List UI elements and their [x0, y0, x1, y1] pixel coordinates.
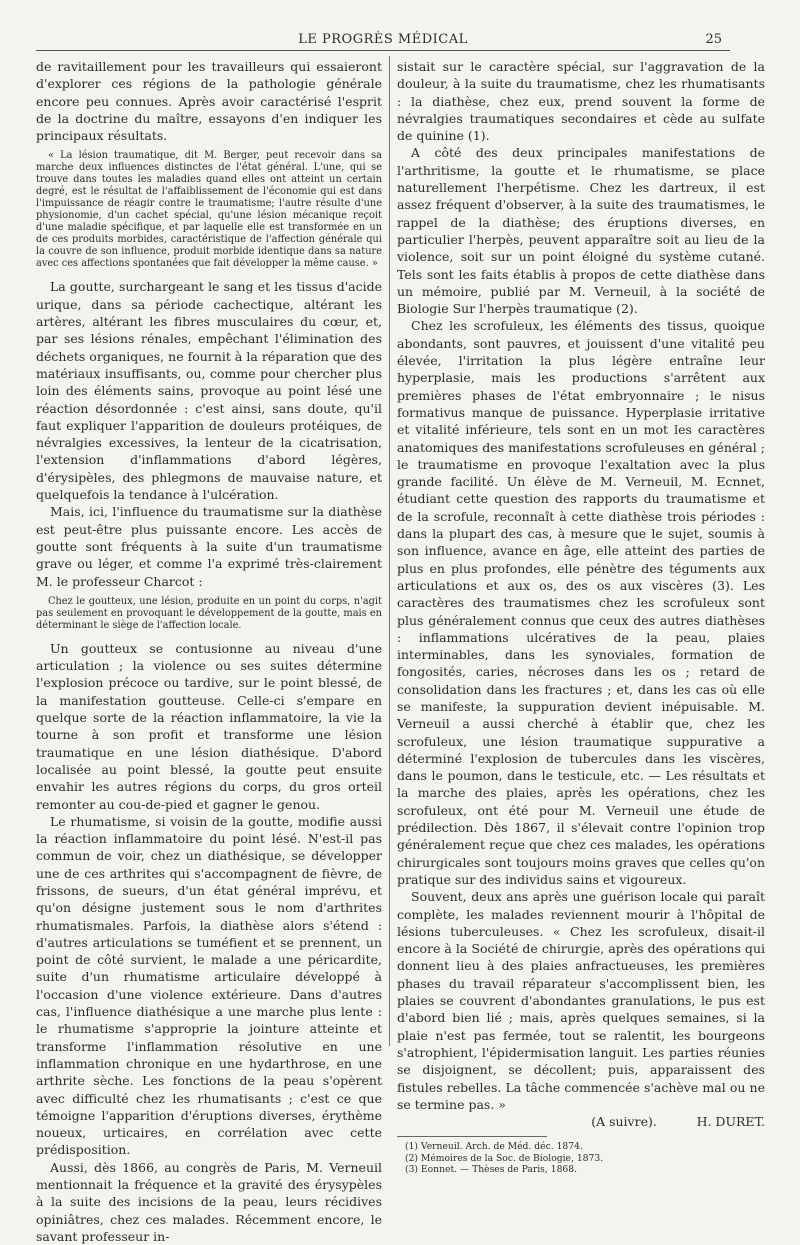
paragraph: Mais, ici, l'influence du traumatisme sur la diathèse est peut-être plus puissante encore. Les accès de goutte sont fréquents à la suite d'un traumatisme grave ou léger, et comme l'a exprimé très-clairement M. le professeur Charcot : [36, 504, 382, 589]
left-column [36, 58, 382, 1245]
quotation-block: « La lésion traumatique, dit M. Berger, peut recevoir dans sa marche deux influences distinctes de l'état général. L'une, qui se trouve dans toutes les maladies quand elles ont atteint un certain degré, est le résultat de l'affaiblissement de l'économie qui est dans l'impuissance de réagir contre le traumatisme; l'autre résulte d'une physionomie, d'un cachet spécial, qu'une lésion mécanique reçoit d'une maladie spécifique, et par laquelle elle est transformée en un de ces produits morbides, caractéristique de l'affection générale qui la couvre de son influence, produit morbide identique dans sa nature avec ces affections spontanées que fait développer la même cause. » [36, 150, 382, 270]
paragraph: Chez les scrofuleux, les éléments des tissus, quoique abondants, sont pauvres, et jouissent d'une vitalité peu élevée, l'irritation la plus légère entraîne leur hyperplasie, mais les productions s'arrêtent aux premières phases de l'état embryonnaire ; le nisus formativus manque de puissance. Hyperplasie irritative et vitalité inférieure, tels sont en un mot les caractères anatomiques des manifestations scrofuleuses en général ; le traumatisme en provoque l'exaltation avec la plus grande facilité. Un élève de M. Verneuil, M. Ecnnet, étudiant cette question des rapports du traumatisme et de la scrofule, reconnaît à cette diathèse trois périodes : dans la plupart des cas, à mesure que le sujet, soumis à son influence, avance en âge, elle atteint des parties de plus en plus profondes, elle pénètre des téguments aux articulations et aux os, des os aux viscères (3). Les caractères des traumatismes chez les scrofuleux sont plus généralement connus que ceux des autres diathèses : inflammations ulcératives de la peau, plaies interminables, dans les synoviales, formation de fongosités, caries, nécroses dans les os ; retard de consolidation dans les fractures ; et, dans les cas où elle se manifeste, la suppuration devient inépuisable. M. Verneuil a aussi cherché à établir que, chez les scrofuleux, une lésion traumatique suppurative a déterminé l'explosion de tubercules dans les viscères, dans le poumon, dans le testicule, etc. — Les résultats et la marche des plaies, après les opérations, chez les scrofuleux, ont été pour M. Verneuil une étude de prédilection. Dès 1867, il s'élevait contre l'opinion trop généralement reçue que chez ces malades, les opérations chirurgicales sont toujours moins graves que celles qu'on pratique sur des individus sains et vigoureux. [397, 318, 765, 887]
page-number: 25 [705, 32, 722, 47]
author-signature: H. DURET. [696, 1114, 765, 1130]
quotation-block: Chez le goutteux, une lésion, produite en un point du corps, n'agit pas seulement en provoquant le développement de la goutte, mais en déterminant le siège de l'affection locale. [36, 595, 382, 631]
footnote: (2) Mémoires de la Soc. de Biologie, 1873. [405, 1152, 604, 1164]
journal-title: LE PROGRÈS MÉDICAL [298, 32, 468, 47]
right-column [397, 58, 765, 1176]
paragraph: sistait sur le caractère spécial, sur l'aggravation de la douleur, à la suite du traumatisme, chez les rhumatisants : la diathèse, chez eux, prend souvent la forme de névralgies traumatiques secondaires et cède au sulfate de quinine (1). [397, 59, 765, 144]
paragraph: La goutte, surchargeant le sang et les tissus d'acide urique, dans sa période cachectique, altérant les artères, altérant les fibres musculaires du cœur, et, par ses lésions rénales, empêchant l'élimination des déchets organiques, ne fournit à la réparation que des matériaux insuffisants, ou, comme pour chercher plus loin des éléments sains, provoque au point lésé une réaction désordonnée : c'est ainsi, sans doute, qu'il faut expliquer l'apparition de douleurs protéiques, de névralgies excessives, la lenteur de la cicatrisation, l'extension d'inflammations d'abord légères, d'érysipèles, des phlegmons de mauvaise nature, et quelquefois la tendance à l'ulcération. [36, 279, 382, 503]
footnote-rule [397, 1136, 547, 1137]
paragraph: de ravitaillement pour les travailleurs qui essaieront d'explorer ces régions de la pathologie générale encore peu connues. Après avoir caractérisé l'esprit de la doctrine du maître, essayons d'en indiquer les principaux résultats. [36, 59, 382, 144]
footnote: (3) Eonnet. — Thèses de Paris, 1868. [405, 1164, 578, 1176]
page-header [36, 30, 730, 51]
continued-note: (A suivre). [591, 1114, 657, 1130]
paragraph: Un goutteux se contusionne au niveau d'une articulation ; la violence ou ses suites détermine l'explosion précoce ou tardive, sur le point blessé, de la manifestation goutteuse. Celle-ci s'empare en quelque sorte de la réaction inflammatoire, la vie la tourne à son profit et transforme une lésion traumatique en une lésion diathésique. D'abord localisée au point blessé, la goutte peut ensuite envahir les autres régions du corps, du gros orteil remonter au cou-de-pied et gagner le genou. [36, 640, 382, 812]
paragraph: A côté des deux principales manifestations de l'arthritisme, la goutte et le rhumatisme, se place naturellement l'herpétisme. Chez les dartreux, il est assez fréquent d'observer, à la suite des traumatismes, le rappel de la diathèse; des éruptions diverses, en particulier l'herpès, peuvent apparaître soit au lieu de la violence, soit sur un point éloigné du système cutané. Tels sont les faits établis à propos de cette diathèse dans un mémoire, publié par M. Verneuil, à la société de Biologie Sur l'herpès traumatique (2). [397, 145, 765, 317]
paragraph: Aussi, dès 1866, au congrès de Paris, M. Verneuil mentionnait la fréquence et la gravité des érysypèles à la suite des incisions de la peau, leurs récidives opiniâtres, chez ces malades. Récemment encore, le savant professeur in- [36, 1159, 382, 1244]
footnote: (1) Verneuil. Arch. de Méd. déc. 1874. [405, 1141, 583, 1153]
paragraph: Souvent, deux ans après une guérison locale qui paraît complète, les malades reviennent mourir à l'hôpital de lésions tuberculeuses. « Chez les scrofuleux, disait-il encore à la Société de chirurgie, après des opérations qui donnent lieu à des plaies anfractueuses, les premières phases du travail réparateur s'accomplissent bien, les plaies se couvrent d'abondantes granulations, le pus est d'abord bien lié ; mais, après quelques semaines, si la plaie n'est pas fermée, tout se ralentit, les bourgeons s'atrophient, l'épidermisation languit. Les parties réunies se disjoignent, se décollent; puis, apparaissent des fistules rebelles. La tâche commencée s'achève mal ou ne se termine pas. » [397, 889, 765, 1112]
column-divider [389, 56, 390, 1046]
article-signoff [397, 1113, 765, 1130]
footnotes [397, 1141, 765, 1176]
paragraph: Le rhumatisme, si voisin de la goutte, modifie aussi la réaction inflammatoire du point lésé. N'est-il pas commun de voir, chez un diathésique, se développer une de ces arthrites qui s'accompagnent de fièvre, de frissons, de sueurs, d'un état général imprévu, et qu'on désigne justement sous le nom d'arthrites rhumatismales. Parfois, la diathèse alors s'étend : d'autres articulations se tuméfient et se prennent, un point de côté survient, le malade a une péricardite, suite d'un rhumatisme articulaire développé à l'occasion d'une violence extérieure. Dans d'autres cas, l'influence diathésique a une marche plus lente : le rhumatisme s'approprie la jointure atteinte et transforme l'inflammation résolutive en une inflammation chronique en une hydarthrose, en une arthrite sèche. Les fonctions de la peau s'opèrent avec difficulté chez les rhumatisants ; c'est ce que témoigne l'apparition d'éruptions diverses, érythème noueux, urticaires, en corrélation avec cette prédisposition. [36, 813, 382, 1158]
